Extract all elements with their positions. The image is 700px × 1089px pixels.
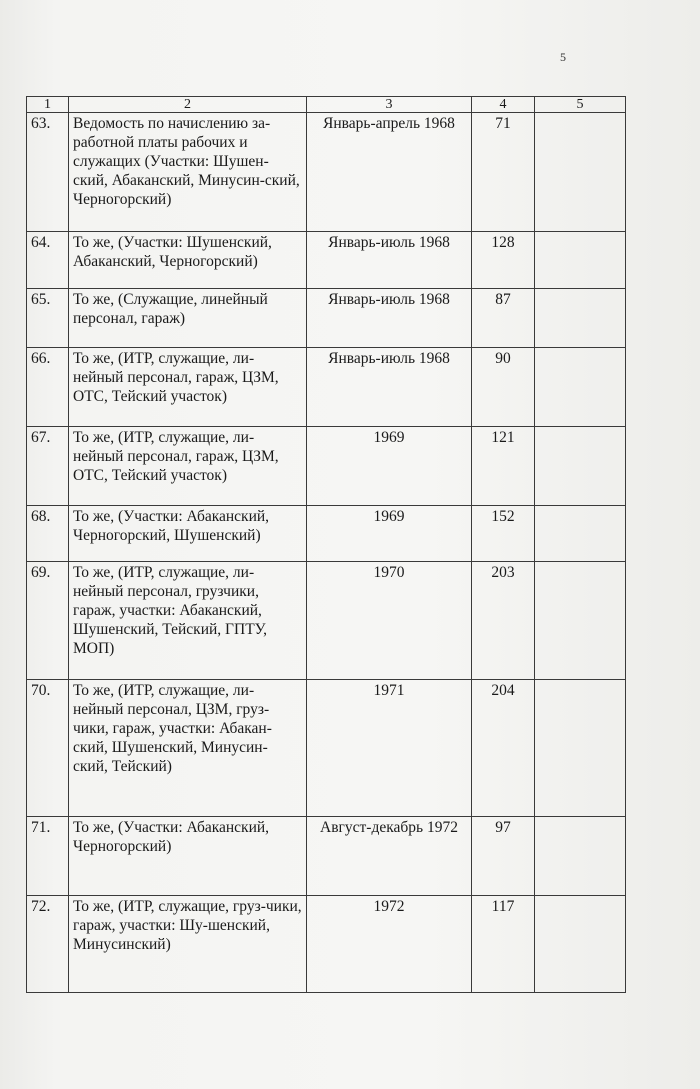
table-row (27, 348, 626, 427)
row-number: 67. (27, 427, 69, 506)
row-title: То же, (ИТР, служащие, ли-нейный персонал, гараж, ЦЗМ, ОТС, Тейский участок) (69, 427, 307, 506)
row-date: 1971 (307, 680, 472, 817)
row-number: 68. (27, 506, 69, 562)
row-title: То же, (Служащие, линейный персонал, гараж) (69, 289, 307, 348)
row-note (535, 506, 626, 562)
row-sheet-count: 121 (472, 427, 535, 506)
table-row (27, 232, 626, 289)
row-date: 1969 (307, 506, 472, 562)
header-cell-3: 3 (307, 97, 472, 113)
row-note (535, 289, 626, 348)
row-title: То же, (Участки: Абаканский, Черногорский) (69, 817, 307, 896)
row-number: 65. (27, 289, 69, 348)
row-number: 72. (27, 896, 69, 993)
header-cell-4: 4 (472, 97, 535, 113)
row-title: То же, (ИТР, служащие, ли-нейный персонал, гараж, ЦЗМ, ОТС, Тейский участок) (69, 348, 307, 427)
table-row (27, 506, 626, 562)
row-number: 64. (27, 232, 69, 289)
row-title: То же, (ИТР, служащие, ли-нейный персонал, ЦЗМ, груз-чики, гараж, участки: Абакан-ский, Шушенский, Минусин-ский, Тейский) (69, 680, 307, 817)
table-row (27, 680, 626, 817)
page-number: 5 (560, 50, 566, 64)
row-sheet-count: 128 (472, 232, 535, 289)
row-date: Январь-июль 1968 (307, 289, 472, 348)
header-cell-1: 1 (27, 97, 69, 113)
row-sheet-count: 204 (472, 680, 535, 817)
row-title: То же, (Участки: Шушенский, Абаканский, Черногорский) (69, 232, 307, 289)
row-date: 1970 (307, 562, 472, 680)
row-sheet-count: 97 (472, 817, 535, 896)
row-sheet-count: 71 (472, 113, 535, 232)
row-title: Ведомость по начислению за-работной платы рабочих и служащих (Участки: Шушен-ский, Абаканский, Минусин-ский, Черногорский) (69, 113, 307, 232)
row-note (535, 896, 626, 993)
row-date: Август-декабрь 1972 (307, 817, 472, 896)
row-note (535, 113, 626, 232)
row-sheet-count: 90 (472, 348, 535, 427)
table-row (27, 289, 626, 348)
table-row (27, 113, 626, 232)
row-date: 1969 (307, 427, 472, 506)
header-cell-2: 2 (69, 97, 307, 113)
row-note (535, 232, 626, 289)
row-note (535, 680, 626, 817)
table-row (27, 562, 626, 680)
row-number: 63. (27, 113, 69, 232)
row-number: 71. (27, 817, 69, 896)
row-number: 70. (27, 680, 69, 817)
row-date: Январь-июль 1968 (307, 348, 472, 427)
row-sheet-count: 117 (472, 896, 535, 993)
row-title: То же, (Участки: Абаканский, Черногорский, Шушенский) (69, 506, 307, 562)
table-row (27, 427, 626, 506)
inventory-table (26, 96, 626, 993)
row-note (535, 348, 626, 427)
table-row (27, 817, 626, 896)
row-sheet-count: 87 (472, 289, 535, 348)
row-date: 1972 (307, 896, 472, 993)
header-row (27, 97, 626, 113)
header-cell-5: 5 (535, 97, 626, 113)
row-title: То же, (ИТР, служащие, ли-нейный персонал, грузчики, гараж, участки: Абаканский, Шушенский, Тейский, ГПТУ, МОП) (69, 562, 307, 680)
row-number: 69. (27, 562, 69, 680)
row-date: Январь-апрель 1968 (307, 113, 472, 232)
row-note (535, 817, 626, 896)
row-note (535, 562, 626, 680)
row-sheet-count: 203 (472, 562, 535, 680)
row-sheet-count: 152 (472, 506, 535, 562)
row-number: 66. (27, 348, 69, 427)
row-date: Январь-июль 1968 (307, 232, 472, 289)
table-row (27, 896, 626, 993)
row-note (535, 427, 626, 506)
row-title: То же, (ИТР, служащие, груз-чики, гараж, участки: Шу-шенский, Минусинский) (69, 896, 307, 993)
